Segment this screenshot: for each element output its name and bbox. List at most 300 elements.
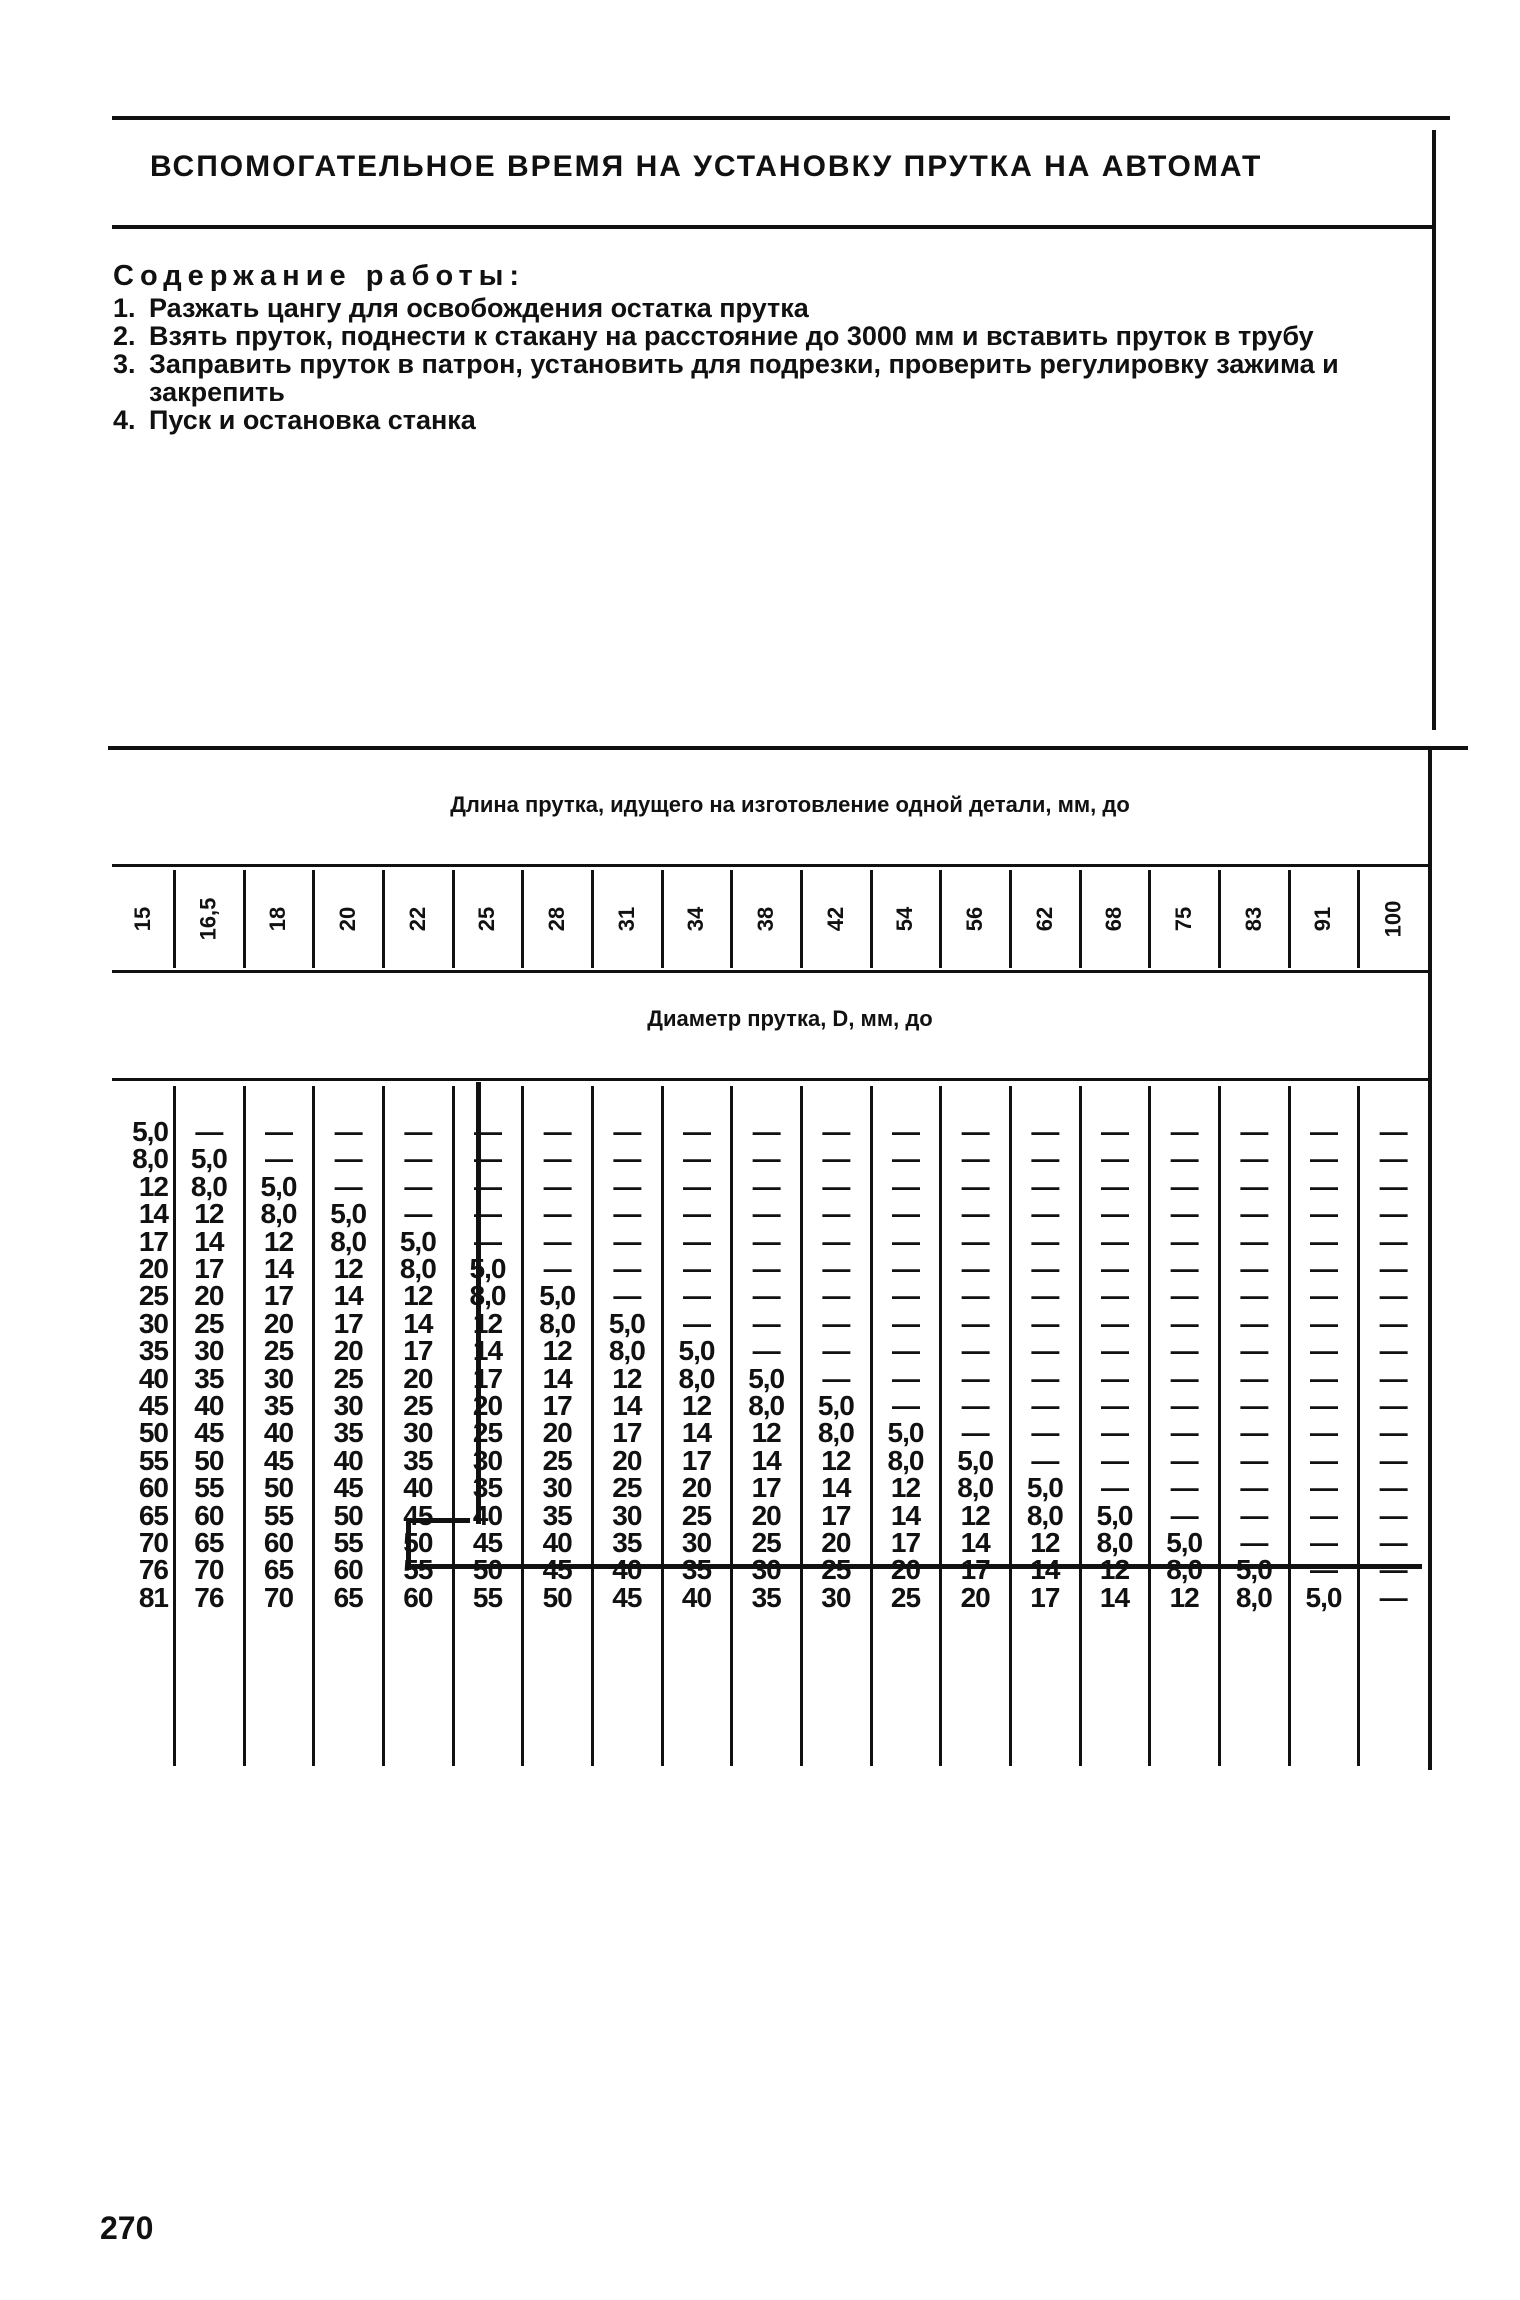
time-cell: 30: [612, 1499, 642, 1531]
item-number: 1.: [113, 293, 136, 323]
header-column-divider: [521, 870, 524, 968]
body-column-divider: [800, 1086, 803, 1766]
time-cell: —: [961, 1390, 989, 1421]
time-cell: 55: [403, 1554, 433, 1586]
time-cell: 8,0: [608, 1335, 645, 1367]
time-cell: 12: [1030, 1527, 1060, 1558]
time-cell: —: [822, 1280, 850, 1312]
length-header-cell: [1149, 870, 1219, 968]
time-cell: —: [1031, 1335, 1059, 1367]
time-cell: —: [613, 1253, 641, 1284]
time-cell: —: [891, 1280, 919, 1312]
time-cell: 5,0: [608, 1307, 645, 1339]
time-cell: 35: [681, 1554, 712, 1586]
time-cell: 40: [194, 1390, 224, 1421]
time-cell: —: [1379, 1390, 1407, 1421]
time-cell: 14: [890, 1499, 921, 1531]
length-header-cell: [313, 870, 383, 968]
time-cell: —: [1309, 1444, 1337, 1476]
time-cell: —: [1379, 1116, 1407, 1147]
time-cell: 35: [542, 1499, 572, 1531]
diameter-cell: 14: [138, 1198, 168, 1230]
diameter-cell: 70: [138, 1527, 168, 1558]
time-cell: —: [1031, 1143, 1059, 1175]
time-cell: —: [1031, 1170, 1059, 1202]
time-cell: 14: [960, 1527, 990, 1558]
length-header-label: 25: [474, 906, 500, 932]
time-cell: 40: [472, 1499, 503, 1531]
diameter-cell: 45: [138, 1390, 168, 1421]
time-cell: —: [1031, 1417, 1059, 1449]
time-cell: —: [822, 1225, 850, 1257]
time-cell: 8,0: [1166, 1554, 1203, 1586]
header-column-divider: [870, 870, 873, 968]
time-cell: 5,0: [1096, 1499, 1133, 1531]
time-cell: —: [1379, 1554, 1407, 1586]
length-header-cell: [1010, 870, 1080, 968]
length-header-cell: [453, 870, 523, 968]
time-cell: 60: [333, 1554, 363, 1586]
header-column-divider: [173, 870, 176, 968]
body-column-divider: [591, 1086, 594, 1766]
time-cell: 12: [403, 1280, 433, 1312]
time-cell: —: [1170, 1116, 1198, 1147]
time-cell: —: [1170, 1280, 1198, 1312]
time-cell: —: [682, 1253, 710, 1284]
time-cell: —: [1170, 1198, 1198, 1230]
length-caption: Длина прутка, идущего на изготовление одной детали, мм, до: [450, 792, 1130, 817]
header-column-divider: [1079, 870, 1082, 968]
time-cell: —: [1100, 1472, 1128, 1504]
time-cell: —: [891, 1116, 919, 1147]
time-cell: 25: [612, 1472, 642, 1504]
length-header-cell: [522, 870, 592, 968]
time-cell: —: [1100, 1362, 1128, 1394]
length-header-cell: [112, 870, 174, 968]
time-cell: 40: [333, 1444, 363, 1476]
time-cell: 45: [333, 1472, 363, 1504]
time-cell: 17: [612, 1417, 642, 1449]
time-cell: —: [1240, 1444, 1268, 1476]
time-cell: —: [1170, 1170, 1198, 1202]
time-cell: —: [961, 1116, 989, 1147]
length-header-label: 91: [1310, 906, 1336, 932]
time-cell: —: [1240, 1280, 1268, 1312]
time-cell: —: [682, 1143, 710, 1175]
body-column-divider: [1218, 1086, 1221, 1766]
time-cell: —: [752, 1143, 780, 1175]
length-header-cell: [1219, 870, 1289, 968]
time-cell: —: [264, 1143, 292, 1175]
time-cell: 5,0: [678, 1335, 715, 1367]
time-cell: —: [1379, 1472, 1407, 1504]
time-cell: —: [1170, 1417, 1198, 1449]
time-cell: 12: [1099, 1554, 1130, 1586]
item-number: 2.: [113, 321, 136, 351]
time-cell: —: [195, 1116, 223, 1147]
time-cell: —: [1379, 1527, 1407, 1558]
work-contents: [113, 262, 1433, 434]
time-cell: 25: [403, 1390, 433, 1421]
time-cell: 50: [472, 1554, 503, 1586]
time-cell: 8,0: [399, 1253, 436, 1284]
time-cell: 40: [681, 1581, 712, 1613]
time-cell: —: [1309, 1307, 1337, 1339]
time-cell: —: [891, 1253, 919, 1284]
header-column-divider: [1218, 870, 1221, 968]
length-header-label: 68: [1101, 906, 1127, 932]
time-cell: 35: [194, 1362, 224, 1394]
time-cell: —: [264, 1116, 292, 1147]
length-header-label: 16,5: [195, 897, 221, 941]
contents-item: [113, 322, 1433, 350]
time-cell: —: [822, 1307, 850, 1339]
time-cell: 12: [472, 1307, 503, 1339]
time-cell: 20: [333, 1335, 363, 1367]
time-cell: 12: [681, 1390, 712, 1421]
time-cell: 50: [542, 1581, 572, 1613]
header-column-divider: [1148, 870, 1151, 968]
time-cell: 40: [542, 1527, 572, 1558]
diameter-caption: Диаметр прутка, D, мм, до: [647, 1006, 933, 1031]
time-cell: —: [1379, 1417, 1407, 1449]
time-cell: —: [543, 1253, 571, 1284]
diameter-cell: 81: [138, 1581, 168, 1613]
time-cell: 8,0: [957, 1472, 994, 1504]
time-cell: —: [1240, 1472, 1268, 1504]
time-cell: 17: [681, 1444, 712, 1476]
time-cell: 60: [403, 1581, 433, 1613]
time-cell: 20: [542, 1417, 572, 1449]
time-cell: —: [473, 1225, 501, 1257]
time-cell: 25: [751, 1527, 781, 1558]
time-cell: —: [682, 1307, 710, 1339]
time-cell: 20: [612, 1444, 642, 1476]
time-cell: 35: [263, 1390, 294, 1421]
header-column-divider: [1357, 870, 1360, 968]
time-cell: —: [891, 1335, 919, 1367]
body-column-divider: [1357, 1086, 1360, 1766]
time-cell: —: [891, 1143, 919, 1175]
time-cell: 60: [263, 1527, 294, 1558]
time-cell: 5,0: [399, 1225, 436, 1257]
table-right-edge: [1428, 750, 1432, 1770]
time-cell: —: [1100, 1198, 1128, 1230]
length-header-cell: [1358, 870, 1428, 968]
time-cell: 17: [821, 1499, 851, 1531]
time-cell: —: [1309, 1335, 1337, 1367]
contents-item: [113, 294, 1433, 322]
time-cell: 55: [333, 1527, 363, 1558]
length-header-label: 15: [129, 906, 155, 932]
diameter-cell: 20: [138, 1253, 168, 1284]
time-cell: —: [613, 1170, 641, 1202]
time-cell: 14: [194, 1225, 224, 1257]
time-cell: —: [961, 1170, 989, 1202]
time-cell: 17: [890, 1527, 921, 1558]
time-cell: —: [1309, 1417, 1337, 1449]
time-cell: 5,0: [1166, 1527, 1203, 1558]
time-cell: —: [1309, 1170, 1337, 1202]
body-column-divider: [939, 1086, 942, 1766]
time-cell: 45: [472, 1527, 503, 1558]
time-cell: 5,0: [957, 1444, 994, 1476]
time-cell: 40: [403, 1472, 433, 1504]
time-cell: 12: [542, 1335, 572, 1367]
time-cell: —: [1031, 1390, 1059, 1421]
time-cell: —: [1379, 1253, 1407, 1284]
time-cell: 12: [890, 1472, 921, 1504]
diameter-cell: 50: [138, 1417, 168, 1449]
header-column-divider: [661, 870, 664, 968]
time-cell: 25: [472, 1417, 503, 1449]
time-cell: 8,0: [1026, 1499, 1063, 1531]
time-cell: 45: [403, 1499, 433, 1531]
time-cell: —: [682, 1225, 710, 1257]
time-cell: 5,0: [887, 1417, 924, 1449]
time-cell: 12: [194, 1198, 224, 1230]
time-cell: 14: [263, 1253, 294, 1284]
item-text: Разжать цангу для освобождения остатка прутка: [149, 293, 809, 323]
time-cell: 8,0: [469, 1280, 506, 1312]
length-header-cell: [871, 870, 941, 968]
time-cell: —: [891, 1198, 919, 1230]
time-cell: —: [1309, 1198, 1337, 1230]
time-cell: —: [822, 1253, 850, 1284]
header-bottom-rule: [112, 970, 1430, 973]
time-cell: —: [682, 1198, 710, 1230]
time-cell: —: [473, 1116, 501, 1147]
time-cell: —: [1100, 1280, 1128, 1312]
time-cell: —: [1309, 1143, 1337, 1175]
time-cell: 25: [681, 1499, 712, 1531]
length-header-label: 20: [335, 906, 361, 932]
time-cell: 20: [960, 1581, 990, 1613]
time-cell: —: [1379, 1581, 1407, 1613]
time-cell: —: [1100, 1116, 1128, 1147]
time-cell: 45: [194, 1417, 224, 1449]
time-cell: —: [752, 1116, 780, 1147]
contents-heading: Содержание работы:: [113, 260, 526, 292]
time-cell: 70: [194, 1554, 224, 1586]
time-cell: —: [334, 1116, 362, 1147]
time-cell: —: [1170, 1253, 1198, 1284]
time-cell: —: [334, 1170, 362, 1202]
time-cell: 17: [960, 1554, 990, 1586]
time-cell: —: [891, 1170, 919, 1202]
body-column-divider: [730, 1086, 733, 1766]
time-cell: 45: [263, 1444, 294, 1476]
time-cell: —: [1379, 1307, 1407, 1339]
length-header-label: 56: [962, 906, 988, 932]
time-cell: —: [961, 1280, 989, 1312]
time-cell: 20: [890, 1554, 921, 1586]
time-cell: 55: [194, 1472, 224, 1504]
time-cell: 30: [821, 1581, 851, 1613]
length-header-cell: [731, 870, 801, 968]
time-cell: 8,0: [539, 1307, 576, 1339]
time-cell: 12: [263, 1225, 294, 1257]
time-cell: 14: [542, 1362, 572, 1394]
time-cell: 50: [403, 1527, 433, 1558]
time-cell: 25: [821, 1554, 851, 1586]
time-cell: 5,0: [469, 1253, 506, 1284]
time-cell: 30: [681, 1527, 712, 1558]
time-cell: 35: [403, 1444, 433, 1476]
data-top-rule: [112, 1078, 1430, 1081]
time-cell: —: [822, 1198, 850, 1230]
diameter-cell: 55: [138, 1444, 168, 1476]
time-cell: —: [1240, 1527, 1268, 1558]
time-cell: —: [1240, 1335, 1268, 1367]
time-cell: —: [1031, 1280, 1059, 1312]
time-cell: —: [1379, 1225, 1407, 1257]
time-cell: 35: [472, 1472, 503, 1504]
time-cell: 40: [612, 1554, 642, 1586]
time-cell: 17: [194, 1253, 224, 1284]
time-cell: —: [891, 1225, 919, 1257]
diameter-cell: 25: [138, 1280, 168, 1312]
diameter-cell: 8,0: [132, 1143, 168, 1175]
time-cell: 12: [1169, 1581, 1199, 1613]
length-header-label: 22: [404, 906, 430, 932]
time-cell: —: [543, 1116, 571, 1147]
time-cell: —: [1309, 1527, 1337, 1558]
body-column-divider: [1009, 1086, 1012, 1766]
time-cell: 30: [263, 1362, 294, 1394]
time-cell: 12: [612, 1362, 642, 1394]
header-column-divider: [730, 870, 733, 968]
length-header-cell: [940, 870, 1010, 968]
time-cell: 20: [403, 1362, 433, 1394]
length-header-cell: [1080, 870, 1150, 968]
time-cell: —: [1170, 1499, 1198, 1531]
time-cell: —: [1100, 1390, 1128, 1421]
time-cell: 5,0: [748, 1362, 785, 1394]
header-column-divider: [1288, 870, 1291, 968]
header-column-divider: [312, 870, 315, 968]
time-cell: —: [822, 1170, 850, 1202]
time-cell: 50: [194, 1444, 224, 1476]
time-cell: 12: [333, 1253, 363, 1284]
time-cell: —: [961, 1143, 989, 1175]
diameter-cell: 5,0: [132, 1116, 168, 1147]
time-cell: —: [1100, 1444, 1128, 1476]
time-cell: 17: [472, 1362, 503, 1394]
time-cell: 5,0: [330, 1198, 367, 1230]
time-cell: —: [752, 1307, 780, 1339]
time-cell: 30: [542, 1472, 572, 1504]
time-cell: 17: [1030, 1581, 1060, 1613]
time-cell: —: [1240, 1170, 1268, 1202]
time-cell: —: [752, 1225, 780, 1257]
body-column-divider: [243, 1086, 246, 1766]
time-cell: —: [473, 1198, 501, 1230]
time-cell: —: [1100, 1335, 1128, 1367]
time-cell: —: [1379, 1280, 1407, 1312]
time-cell: —: [334, 1143, 362, 1175]
time-cell: 25: [333, 1362, 363, 1394]
time-cell: 14: [681, 1417, 712, 1449]
time-cell: 40: [263, 1417, 294, 1449]
time-cell: 65: [333, 1581, 363, 1613]
time-cell: —: [961, 1198, 989, 1230]
time-cell: —: [1170, 1472, 1198, 1504]
time-cell: 30: [194, 1335, 224, 1367]
time-cell: 50: [333, 1499, 363, 1531]
time-cell: —: [1170, 1444, 1198, 1476]
time-cell: 17: [263, 1280, 294, 1312]
time-cell: —: [613, 1198, 641, 1230]
time-cell: —: [613, 1280, 641, 1312]
time-cell: 8,0: [330, 1225, 367, 1257]
time-cell: —: [473, 1170, 501, 1202]
length-header-cell: [174, 870, 244, 968]
time-cell: —: [1309, 1554, 1337, 1586]
length-header-label: 28: [544, 906, 570, 932]
diameter-cell: 40: [138, 1362, 168, 1394]
time-cell: 60: [194, 1499, 224, 1531]
time-cell: —: [822, 1143, 850, 1175]
time-cell: —: [1031, 1362, 1059, 1394]
time-cell: —: [1100, 1143, 1128, 1175]
length-header-label: 31: [613, 906, 639, 932]
time-cell: —: [1379, 1362, 1407, 1394]
time-cell: —: [1170, 1335, 1198, 1367]
time-cell: —: [752, 1280, 780, 1312]
time-cell: 14: [1030, 1554, 1060, 1586]
time-cell: 14: [612, 1390, 642, 1421]
time-cell: —: [1379, 1444, 1407, 1476]
time-cell: 25: [890, 1581, 921, 1613]
time-cell: —: [1100, 1417, 1128, 1449]
length-header-cell: [244, 870, 314, 968]
time-cell: —: [1309, 1225, 1337, 1257]
time-cell: 35: [612, 1527, 642, 1558]
time-cell: —: [1170, 1143, 1198, 1175]
length-header-cell: [662, 870, 732, 968]
time-cell: 30: [403, 1417, 433, 1449]
time-cell: —: [1379, 1143, 1407, 1175]
time-cell: —: [1309, 1253, 1337, 1284]
time-cell: 14: [821, 1472, 851, 1504]
time-cell: —: [1100, 1253, 1128, 1284]
time-cell: —: [822, 1362, 850, 1394]
time-cell: —: [613, 1116, 641, 1147]
length-header-label: 75: [1171, 906, 1197, 932]
time-cell: 70: [263, 1581, 294, 1613]
time-cell: —: [961, 1335, 989, 1367]
time-cell: 14: [472, 1335, 503, 1367]
time-cell: 30: [751, 1554, 781, 1586]
time-cell: 5,0: [190, 1143, 227, 1175]
time-cell: 12: [751, 1417, 781, 1449]
time-cell: 8,0: [887, 1444, 924, 1476]
time-cell: 30: [333, 1390, 363, 1421]
time-cell: —: [1309, 1280, 1337, 1312]
time-cell: —: [891, 1390, 919, 1421]
time-cell: —: [543, 1143, 571, 1175]
diameter-cell: 17: [138, 1225, 168, 1257]
time-cell: —: [1031, 1225, 1059, 1257]
time-cell: —: [961, 1362, 989, 1394]
body-column-divider: [1079, 1086, 1082, 1766]
length-header-cell: [1289, 870, 1359, 968]
time-cell: 8,0: [260, 1198, 297, 1230]
time-cell: 14: [403, 1307, 433, 1339]
header-column-divider: [800, 870, 803, 968]
header-column-divider: [1009, 870, 1012, 968]
